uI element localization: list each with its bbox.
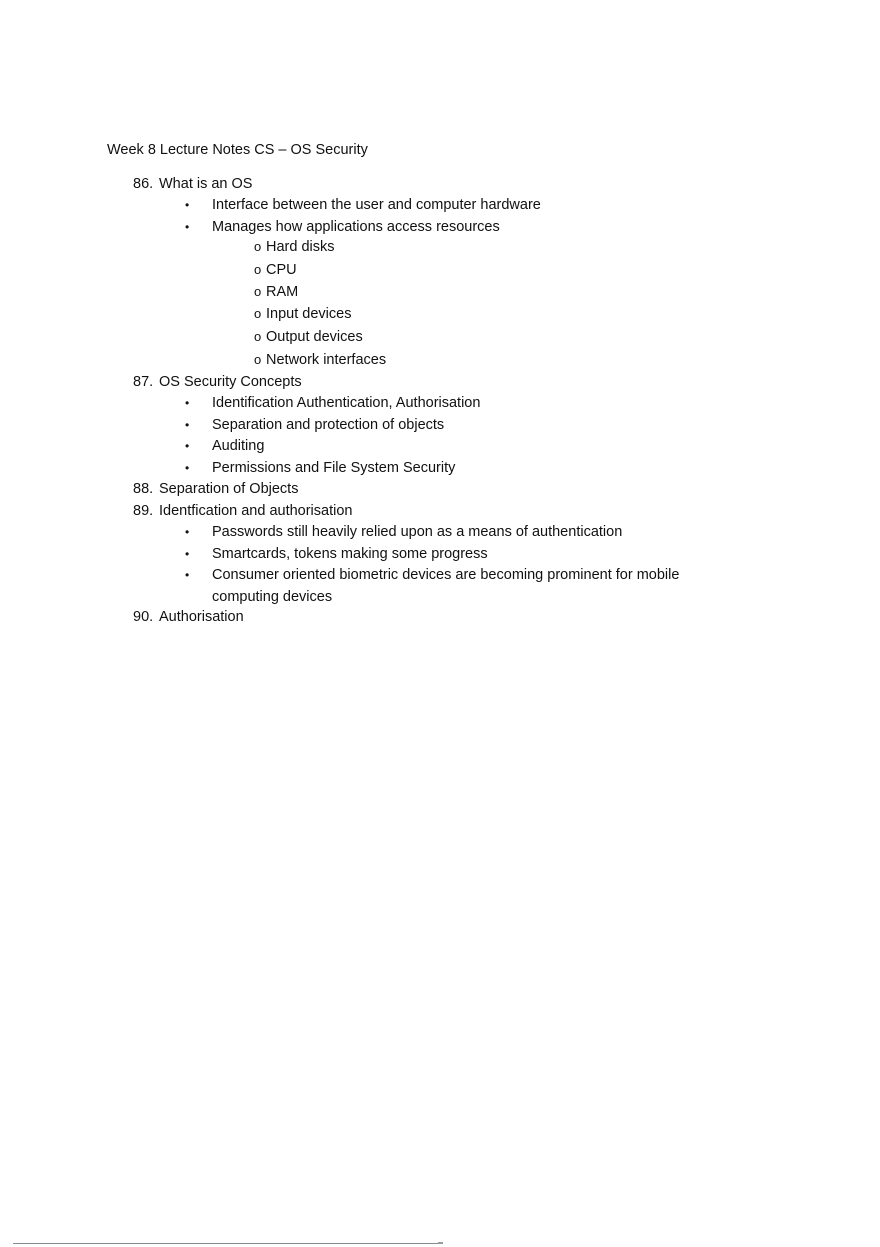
- bullet-icon: •: [185, 547, 190, 561]
- bullet-text: Interface between the user and computer hardware: [212, 197, 541, 213]
- bullet-icon: •: [185, 396, 190, 410]
- item-heading: OS Security Concepts: [159, 374, 302, 390]
- item-number: 87.: [133, 374, 154, 390]
- circle-bullet-icon: o: [254, 352, 262, 367]
- item-heading: What is an OS: [159, 176, 253, 192]
- circle-bullet-icon: o: [254, 306, 262, 321]
- bullet-text: Passwords still heavily relied upon as a means of authentication: [212, 524, 623, 540]
- document-title: Week 8 Lecture Notes CS – OS Security: [107, 142, 368, 158]
- bullet-icon: •: [185, 568, 190, 582]
- bullet-text: Smartcards, tokens making some progress: [212, 546, 488, 562]
- sub-item-text: CPU: [266, 262, 297, 278]
- item-heading: Separation of Objects: [159, 481, 299, 497]
- footer-mark: [438, 1242, 443, 1244]
- bullet-text: Separation and protection of objects: [212, 417, 445, 433]
- bullet-text: Permissions and File System Security: [212, 460, 456, 476]
- sub-item-text: Hard disks: [266, 239, 335, 255]
- bullet-text: computing devices: [212, 589, 333, 605]
- bullet-icon: •: [185, 418, 190, 432]
- item-number: 88.: [133, 481, 154, 497]
- bullet-text: Auditing: [212, 438, 265, 454]
- bullet-icon: •: [185, 525, 190, 539]
- bullet-text: Identification Authentication, Authorisation: [212, 395, 481, 411]
- item-number: 90.: [133, 609, 154, 625]
- bullet-icon: •: [185, 439, 190, 453]
- circle-bullet-icon: o: [254, 239, 262, 254]
- sub-item-text: Network interfaces: [266, 352, 387, 368]
- bullet-text: Manages how applications access resources: [212, 219, 500, 235]
- bullet-icon: •: [185, 198, 190, 212]
- circle-bullet-icon: o: [254, 262, 262, 277]
- circle-bullet-icon: o: [254, 329, 262, 344]
- footer-rule: [13, 1243, 441, 1244]
- sub-item-text: Input devices: [266, 306, 352, 322]
- item-heading: Identfication and authorisation: [159, 503, 353, 519]
- item-number: 89.: [133, 503, 154, 519]
- bullet-text: Consumer oriented biometric devices are becoming prominent for mobile: [212, 567, 680, 583]
- item-number: 86.: [133, 176, 154, 192]
- bullet-icon: •: [185, 461, 190, 475]
- item-heading: Authorisation: [159, 609, 244, 625]
- circle-bullet-icon: o: [254, 284, 262, 299]
- sub-item-text: Output devices: [266, 329, 363, 345]
- bullet-icon: •: [185, 220, 190, 234]
- sub-item-text: RAM: [266, 284, 299, 300]
